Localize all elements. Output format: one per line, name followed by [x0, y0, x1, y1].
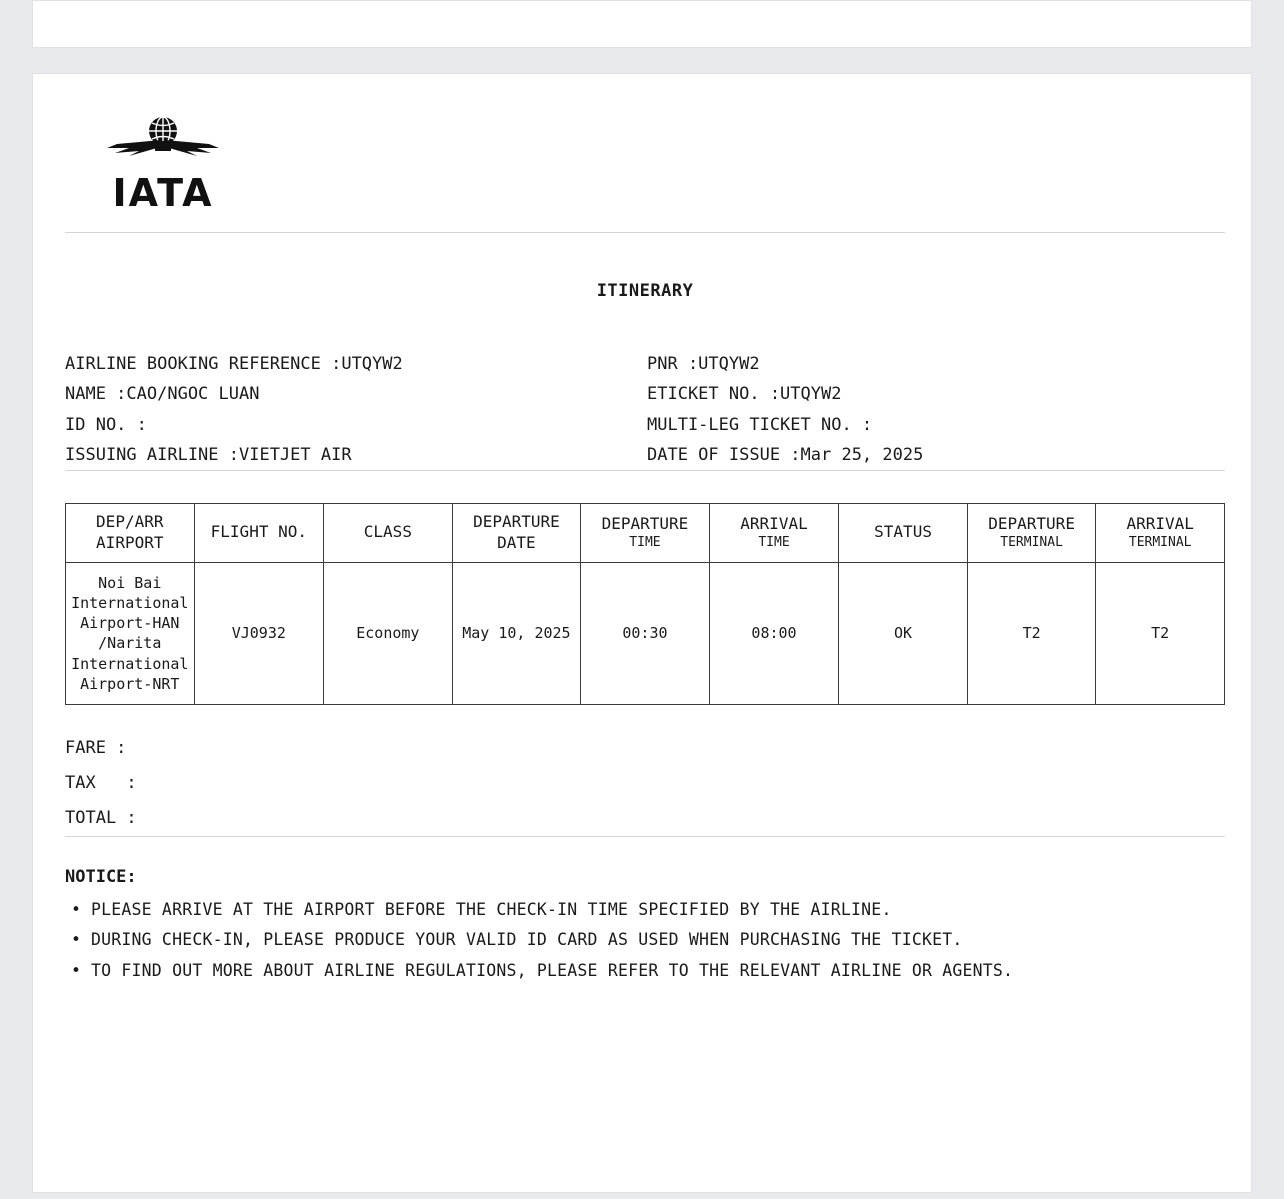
notice-item: • TO FIND OUT MORE ABOUT AIRLINE REGULATIONS, PLEASE REFER TO THE RELEVANT AIRLINE OR AGENTS. [65, 956, 1225, 987]
column-header-departure-terminal [967, 504, 1096, 563]
globe-wings-icon [99, 114, 227, 176]
info-eticket-no: ETICKET NO. :UTQYW2 [647, 384, 842, 405]
itinerary-table [65, 503, 1225, 705]
column-header-departure-time [581, 504, 710, 563]
column-header-sub: AIRPORT [96, 532, 164, 552]
column-header-main: DEP/ARR [96, 512, 164, 531]
fare-summary [65, 731, 1225, 836]
booking-info [65, 349, 1225, 470]
column-header-main: FLIGHT NO. [210, 522, 307, 542]
previous-page-sheet [32, 0, 1252, 48]
info-airline-booking-reference: AIRLINE BOOKING REFERENCE :UTQYW2 [65, 354, 403, 374]
column-header-arrival-terminal [1096, 504, 1225, 563]
cell-status: OK [839, 562, 968, 705]
column-header-main: STATUS [874, 522, 932, 542]
column-header-main: CLASS [363, 522, 412, 542]
tax-amount: TAX : [65, 772, 137, 793]
itinerary-page [32, 73, 1252, 1193]
iata-logo [99, 114, 227, 214]
notice-list [65, 895, 1225, 987]
divider-top [65, 232, 1225, 233]
notice-item: • DURING CHECK-IN, PLEASE PRODUCE YOUR VALID ID CARD AS USED WHEN PURCHASING THE TICKET. [65, 925, 1225, 956]
booking-info-right-column [645, 349, 1225, 470]
booking-info-left-column [65, 349, 645, 470]
cell-departure-terminal: T2 [967, 562, 1096, 705]
total-amount: TOTAL : [65, 807, 137, 828]
column-header-dep-arr-airport [66, 504, 195, 563]
divider-bottom [65, 836, 1225, 837]
column-header-main: DEPARTURE [601, 513, 689, 533]
info-id-no: ID NO. : [65, 414, 147, 435]
cell-arrival-time: 08:00 [709, 562, 839, 705]
iata-wordmark: IATA [112, 171, 214, 215]
column-header-main: ARRIVAL [740, 513, 808, 533]
cell-arrival-terminal: T2 [1096, 562, 1225, 705]
notice-section [65, 867, 1225, 987]
cell-departure-time: 00:30 [581, 562, 710, 705]
fare-amount: FARE : [65, 738, 127, 759]
column-header-sub: TERMINAL [1128, 534, 1192, 550]
column-header-flight-no [194, 504, 324, 563]
info-pnr: PNR :UTQYW2 [647, 354, 760, 374]
cell-class: Economy [324, 562, 453, 705]
column-header-main: ARRIVAL [1126, 513, 1194, 533]
cell-departure-date: May 10, 2025 [452, 562, 581, 705]
info-passenger-name: NAME :CAO/NGOC LUAN [65, 384, 260, 405]
column-header-sub: TIME [758, 534, 790, 550]
column-header-status [839, 504, 968, 563]
cell-flight-no: VJ0932 [194, 562, 324, 705]
table-header-row [66, 504, 1225, 563]
info-date-of-issue: DATE OF ISSUE :Mar 25, 2025 [647, 444, 924, 465]
column-header-main: DEPARTURE [473, 512, 560, 531]
info-multi-leg-ticket-no: MULTI-LEG TICKET NO. : [647, 414, 873, 435]
logo-area [65, 74, 1219, 232]
column-header-sub: TERMINAL [1000, 534, 1063, 550]
notice-title: NOTICE: [65, 866, 137, 887]
column-header-class [324, 504, 453, 563]
notice-item: • PLEASE ARRIVE AT THE AIRPORT BEFORE THE CHECK-IN TIME SPECIFIED BY THE AIRLINE. [65, 895, 1225, 926]
table-row [66, 562, 1225, 705]
info-issuing-airline: ISSUING AIRLINE :VIETJET AIR [65, 444, 352, 465]
column-header-sub: DATE [497, 532, 536, 552]
column-header-sub: TIME [629, 534, 661, 550]
page-title: ITINERARY [596, 281, 694, 301]
column-header-main: DEPARTURE [988, 513, 1075, 533]
divider-middle [65, 470, 1225, 471]
column-header-arrival-time [709, 504, 839, 563]
cell-dep-arr-airport: Noi Bai International Airport-HAN /Narita International Airport-NRT [66, 562, 195, 705]
column-header-departure-date [452, 504, 581, 563]
